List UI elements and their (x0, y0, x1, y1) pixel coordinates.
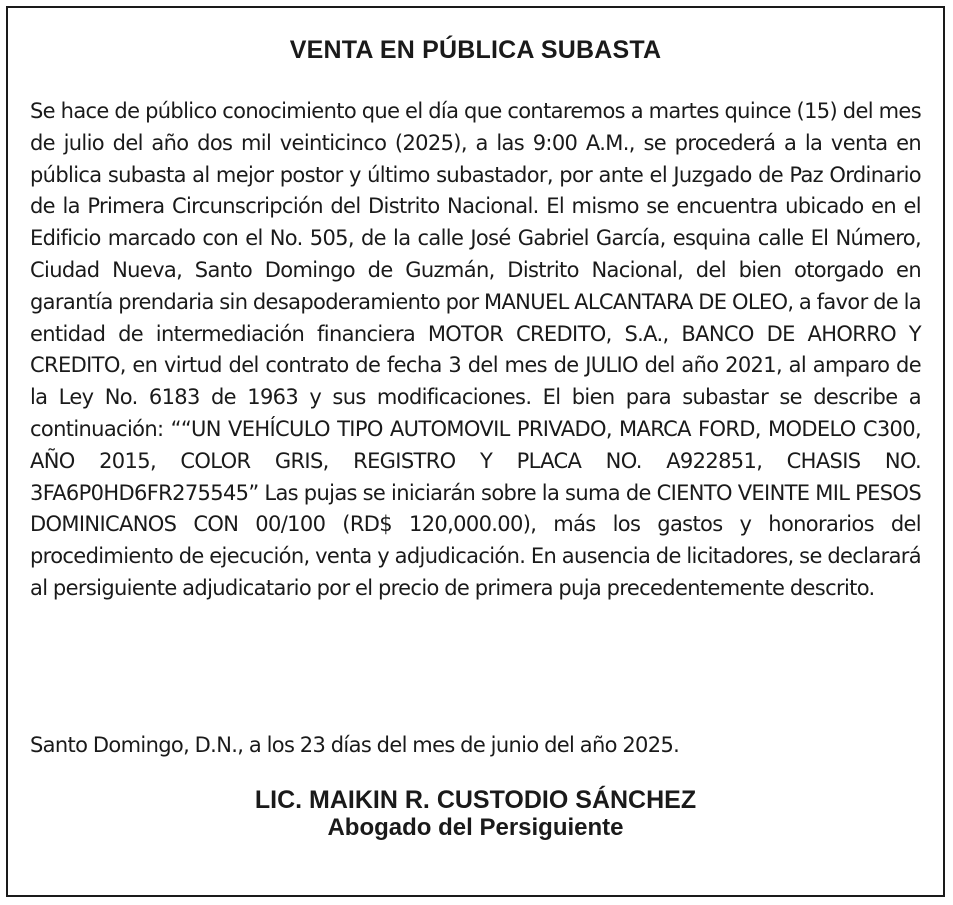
notice-body-paragraph: Se hace de público conocimiento que el día que contaremos a martes quince (15) del mes de julio del año dos mil veinticinco (2025), a las 9:00 A.M., se procederá a la venta en pública subasta al mejor postor y último subastador, por ante el Juzgado de Paz Ordinario de la Primera Circunscripción del Distrito Nacional. El mismo se encuentra ubicado en el Edificio marcado con el No. 505, de la calle José Gabriel García, esquina calle El Número, Ciudad Nueva, Santo Domingo de Guzmán, Distrito Nacional, del bien otorgado en garantía prendaria sin desapoderamiento por MANUEL ALCANTARA DE OLEO, a favor de la entidad de intermediación financiera MOTOR CREDITO, S.A., BANCO DE AHORRO Y CREDITO, en virtud del contrato de fecha 3 del mes de JULIO del año 2021, al amparo de la Ley No. 6183 de 1963 y sus modificaciones. El bien para subastar se describe a continuación: ““UN VEHÍCULO TIPO AUTOMOVIL PRIVADO, MARCA FORD, MODELO C300, AÑO 2015, COLOR GRIS, REGISTRO Y PLACA NO. A922851, CHASIS NO. 3FA6P0HD6FR275545” Las pujas se iniciarán sobre la suma de CIENTO VEINTE MIL PESOS DOMINICANOS CON 00/100 (RD$ 120,000.00), más los gastos y honorarios del procedimiento de ejecución, venta y adjudicación. En ausencia de licitadores, se declarará al persiguiente adjudicatario por el precio de primera puja precedentemente descrito. (30, 99, 921, 600)
notice-dateline: Santo Domingo, D.N., a los 23 días del mes de junio del año 2025. (30, 733, 680, 757)
notice-border (6, 6, 945, 897)
signatory-name: LIC. MAIKIN R. CUSTODIO SÁNCHEZ (254, 786, 697, 814)
notice-title: VENTA EN PÚBLICA SUBASTA (289, 36, 662, 64)
signatory-role: Abogado del Persiguiente (327, 814, 624, 841)
